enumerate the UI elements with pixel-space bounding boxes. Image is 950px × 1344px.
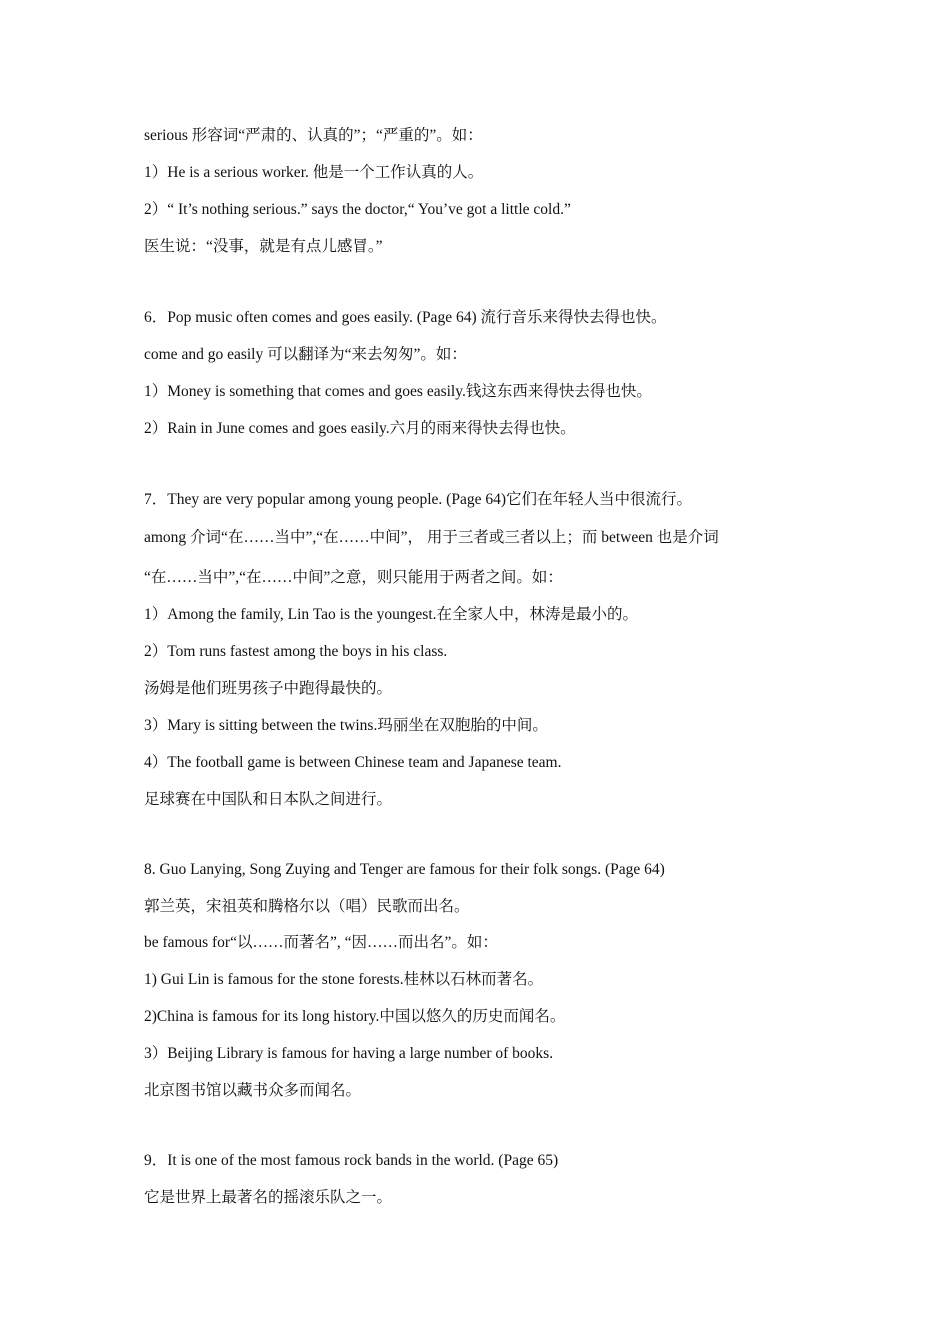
text-line-item-8-example-1: 1) Gui Lin is famous for the stone forests.桂林以石林而著名。 (144, 971, 544, 988)
text-line-item-7-example-2-translation: 汤姆是他们班男孩子中跑得最快的。 (144, 680, 393, 697)
text-line-serious-definition: serious 形容词“严肃的、认真的”；“严重的”。如： (144, 127, 483, 144)
text-line-item-8-example-3-translation: 北京图书馆以藏书众多而闻名。 (144, 1082, 362, 1099)
text-line-item-8-heading: 8. Guo Lanying, Song Zuying and Tenger are famous for their folk songs. (Page 64) (144, 861, 665, 878)
text-line-item-7-explanation: among 介词“在……当中”,“在……中间”， 用于三者或三者以上；而 between 也是介词 (144, 529, 719, 546)
text-line-item-8-example-2: 2)China is famous for its long history.中国以悠久的历史而闻名。 (144, 1008, 566, 1025)
text-line-item-7-example-3: 3）Mary is sitting between the twins.玛丽坐在双胞胎的中间。 (144, 717, 548, 734)
text-line-example-2: 2）“ It’s nothing serious.” says the doctor,“ You’ve got a little cold.” (144, 201, 571, 218)
text-line-item-6-explanation: come and go easily 可以翻译为“来去匆匆”。如： (144, 346, 467, 363)
text-line-item-6-example-2: 2）Rain in June comes and goes easily.六月的雨来得快去得也快。 (144, 420, 576, 437)
text-line-item-7-example-4-translation: 足球赛在中国队和日本队之间进行。 (144, 791, 393, 808)
text-line-example-1: 1）He is a serious worker. 他是一个工作认真的人。 (144, 164, 484, 181)
text-line-item-6-heading: 6．Pop music often comes and goes easily. (Page 64) 流行音乐来得快去得也快。 (144, 309, 667, 326)
text-line-item-9-heading: 9．It is one of the most famous rock bands in the world. (Page 65) (144, 1152, 559, 1169)
text-line-item-9-translation: 它是世界上最著名的摇滚乐队之一。 (144, 1189, 393, 1206)
text-line-item-6-example-1: 1）Money is something that comes and goes easily.钱这东西来得快去得也快。 (144, 383, 652, 400)
text-line-item-7-example-2: 2）Tom runs fastest among the boys in his class. (144, 643, 448, 660)
text-line-item-7-heading: 7．They are very popular among young people. (Page 64)它们在年轻人当中很流行。 (144, 491, 692, 508)
text-line-item-8-example-3: 3）Beijing Library is famous for having a large number of books. (144, 1045, 554, 1062)
text-line-item-8-explanation: be famous for“以……而著名”, “因……而出名”。如： (144, 934, 498, 951)
text-line-example-2-translation: 医生说：“没事，就是有点儿感冒。” (144, 238, 383, 255)
text-line-item-8-translation: 郭兰英，宋祖英和腾格尔以（唱）民歌而出名。 (144, 898, 470, 915)
text-line-item-7-example-1: 1）Among the family, Lin Tao is the youngest.在全家人中，林涛是最小的。 (144, 606, 639, 623)
text-line-item-7-example-4: 4）The football game is between Chinese team and Japanese team. (144, 754, 562, 771)
text-line-item-7-explanation-cont: “在……当中”,“在……中间”之意，则只能用于两者之间。如： (144, 569, 563, 586)
